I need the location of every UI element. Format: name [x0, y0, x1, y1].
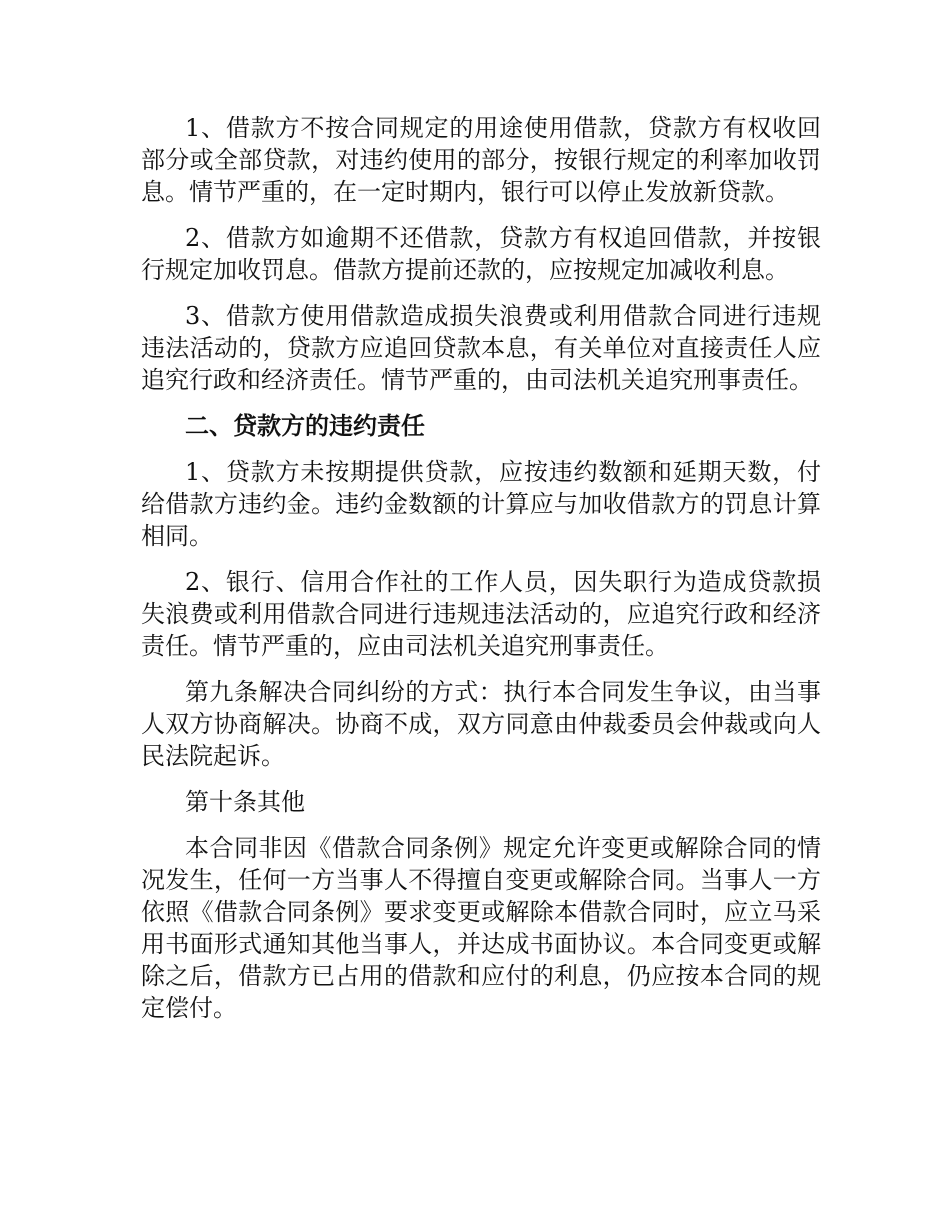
- paragraph-contract-modification: 本合同非因《借款合同条例》规定允许变更或解除合同的情况发生，任何一方当事人不得擅自变更或解除合同。当事人一方依照《借款合同条例》要求变更或解除本借款合同时，应立马采用书面形式通知其他当事人，并达成书面协议。本合同变更或解除之后，借款方已占用的借款和应付的利息，仍应按本合同的规定偿付。: [141, 834, 821, 1022]
- paragraph-misuse-of-loan: 1、借款方不按合同规定的用途使用借款，贷款方有权收回部分或全部贷款，对违约使用的部分，按银行规定的利率加收罚息。情节严重的，在一定时期内，银行可以停止发放新贷款。: [141, 114, 821, 206]
- document-body: [141, 112, 821, 1038]
- paragraph-dispute-resolution: 第九条解决合同纠纷的方式：执行本合同发生争议，由当事人双方协商解决。协商不成，双方同意由仲裁委员会仲裁或向人民法院起诉。: [141, 678, 821, 770]
- paragraph-staff-negligence: 2、银行、信用合作社的工作人员，因失职行为造成贷款损失浪费或利用借款合同进行违规违法活动的，应追究行政和经济责任。情节严重的，应由司法机关追究刑事责任。: [141, 568, 821, 660]
- paragraph-late-provision: 1、贷款方未按期提供贷款，应按违约数额和延期天数，付给借款方违约金。违约金数额的计算应与加收借款方的罚息计算相同。: [141, 458, 821, 550]
- paragraph-overdue-repayment: 2、借款方如逾期不还借款，贷款方有权追回借款，并按银行规定加收罚息。借款方提前还款的，应按规定加减收利息。: [141, 224, 821, 284]
- section-heading-lender-liability: 二、贷款方的违约责任: [185, 412, 425, 440]
- paragraph-loss-and-violation: 3、借款方使用借款造成损失浪费或利用借款合同进行违规违法活动的，贷款方应追回贷款本息，有关单位对直接责任人应追究行政和经济责任。情节严重的，由司法机关追究刑事责任。: [141, 302, 821, 394]
- section-heading-other: 第十条其他: [185, 788, 305, 816]
